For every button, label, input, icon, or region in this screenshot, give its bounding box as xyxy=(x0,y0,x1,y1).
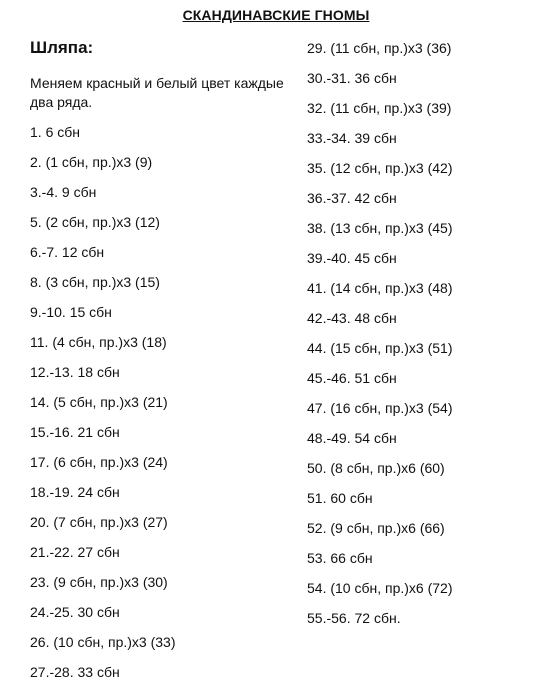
pattern-row: 50. (8 сбн, пр.)х6 (60) xyxy=(307,460,445,476)
pattern-row: 23. (9 сбн, пр.)х3 (30) xyxy=(30,574,168,590)
pattern-row: 44. (15 сбн, пр.)х3 (51) xyxy=(307,340,453,356)
pattern-row: 52. (9 сбн, пр.)х6 (66) xyxy=(307,520,445,536)
pattern-row: 8. (3 сбн, пр.)х3 (15) xyxy=(30,274,160,290)
pattern-row: 54. (10 сбн, пр.)х6 (72) xyxy=(307,580,453,596)
pattern-row: 20. (7 сбн, пр.)х3 (27) xyxy=(30,514,168,530)
pattern-row: 2. (1 сбн, пр.)х3 (9) xyxy=(30,154,153,170)
pattern-row: 33.-34. 39 сбн xyxy=(307,130,397,146)
pattern-row: 38. (13 сбн, пр.)х3 (45) xyxy=(307,220,453,236)
intro-text: Меняем красный и белый цвет каждые два ряда. xyxy=(30,75,284,110)
pattern-row: 47. (16 сбн, пр.)х3 (54) xyxy=(307,400,453,416)
pattern-row: 36.-37. 42 сбн xyxy=(307,190,397,206)
pattern-row: 53. 66 сбн xyxy=(307,550,373,566)
pattern-row: 48.-49. 54 сбн xyxy=(307,430,397,446)
pattern-row: 21.-22. 27 сбн xyxy=(30,544,120,560)
pattern-row: 32. (11 сбн, пр.)х3 (39) xyxy=(307,100,452,116)
pattern-row: 15.-16. 21 сбн xyxy=(30,424,120,440)
pattern-row: 35. (12 сбн, пр.)х3 (42) xyxy=(307,160,453,176)
pattern-row: 18.-19. 24 сбн xyxy=(30,484,120,500)
section-heading: Шляпа: xyxy=(30,38,94,57)
pattern-row: 12.-13. 18 сбн xyxy=(30,364,120,380)
pattern-row: 17. (6 сбн, пр.)х3 (24) xyxy=(30,454,168,470)
pattern-row: 24.-25. 30 сбн xyxy=(30,604,120,620)
pattern-row: 5. (2 сбн, пр.)х3 (12) xyxy=(30,214,160,230)
pattern-row: 9.-10. 15 сбн xyxy=(30,304,112,320)
pattern-row: 41. (14 сбн, пр.)х3 (48) xyxy=(307,280,453,296)
pattern-row: 42.-43. 48 сбн xyxy=(307,310,397,326)
page-title: СКАНДИНАВСКИЕ ГНОМЫ xyxy=(182,7,370,23)
pattern-row: 39.-40. 45 сбн xyxy=(307,250,397,266)
pattern-row: 26. (10 сбн, пр.)х3 (33) xyxy=(30,634,176,650)
pattern-row: 1. 6 сбн xyxy=(30,124,80,140)
pattern-row: 45.-46. 51 сбн xyxy=(307,370,397,386)
pattern-row: 30.-31. 36 сбн xyxy=(307,70,397,86)
pattern-row: 27.-28. 33 сбн xyxy=(30,664,120,680)
pattern-row: 51. 60 сбн xyxy=(307,490,373,506)
pattern-row: 55.-56. 72 сбн. xyxy=(307,610,401,626)
pattern-row: 29. (11 сбн, пр.)х3 (36) xyxy=(307,40,452,56)
pattern-row: 14. (5 сбн, пр.)х3 (21) xyxy=(30,394,168,410)
pattern-row: 11. (4 сбн, пр.)х3 (18) xyxy=(30,334,167,350)
pattern-row: 6.-7. 12 сбн xyxy=(30,244,105,260)
pattern-row: 3.-4. 9 сбн xyxy=(30,184,97,200)
